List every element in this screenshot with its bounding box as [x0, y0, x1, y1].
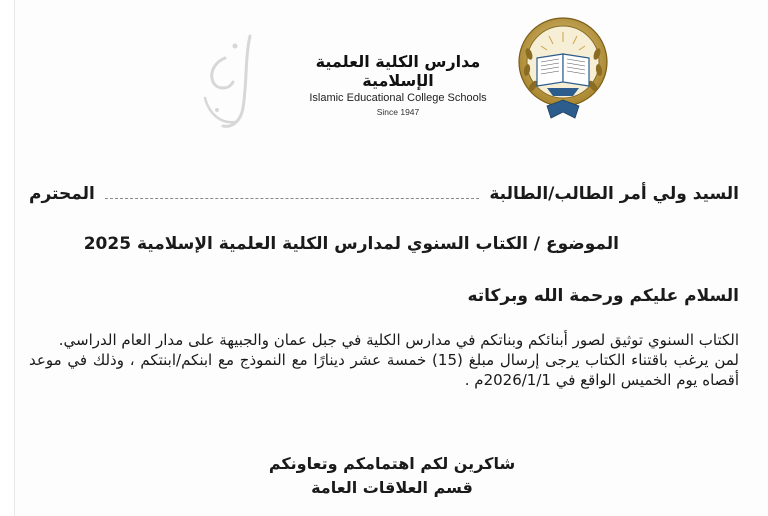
brand-english-name: Islamic Educational College Schools: [309, 92, 487, 104]
school-seal-book-icon: [517, 14, 609, 122]
addressee-line: [29, 184, 739, 204]
calligraphy-watermark-icon: [195, 28, 265, 138]
brand-arabic-name: مدارس الكلية العلمية الإسلامية: [315, 52, 481, 90]
letter-greeting: السلام عليكم ورحمة الله وبركاته: [467, 286, 739, 306]
brand-block: [293, 52, 503, 117]
letter-closing: [15, 452, 768, 500]
addressee-suffix: المحترم: [29, 184, 95, 204]
letter-department: قسم العلاقات العامة: [311, 478, 473, 497]
letter-paragraph-1: الكتاب السنوي توثيق لصور أبنائكم وبناتكم في مدارس الكلية في جبل عمان والجبيهة على مدار العام الدراسي.: [58, 331, 739, 349]
letter-body: [29, 330, 739, 390]
addressee-prefix: السيد ولي أمر الطالب/الطالبة: [489, 184, 739, 204]
letter-thanks: شاكرين لكم اهتمامكم وتعاونكم: [268, 454, 516, 473]
addressee-blank-line: [105, 188, 480, 199]
brand-since: Since 1947: [376, 107, 420, 117]
letter-subject: الموضوع / الكتاب السنوي لمدارس الكلية العلمية الإسلامية 2025: [83, 234, 619, 254]
letter-paragraph-2: لمن يرغب باقتناء الكتاب يرجى إرسال مبلغ (15) خمسة عشر دينارًا مع النموذج مع ابنكم/ابنتكم ، وذلك في موعد أقصاه يوم الخميس الواقع في 2026/1/1م .: [29, 351, 739, 389]
letter-page: [14, 0, 768, 516]
